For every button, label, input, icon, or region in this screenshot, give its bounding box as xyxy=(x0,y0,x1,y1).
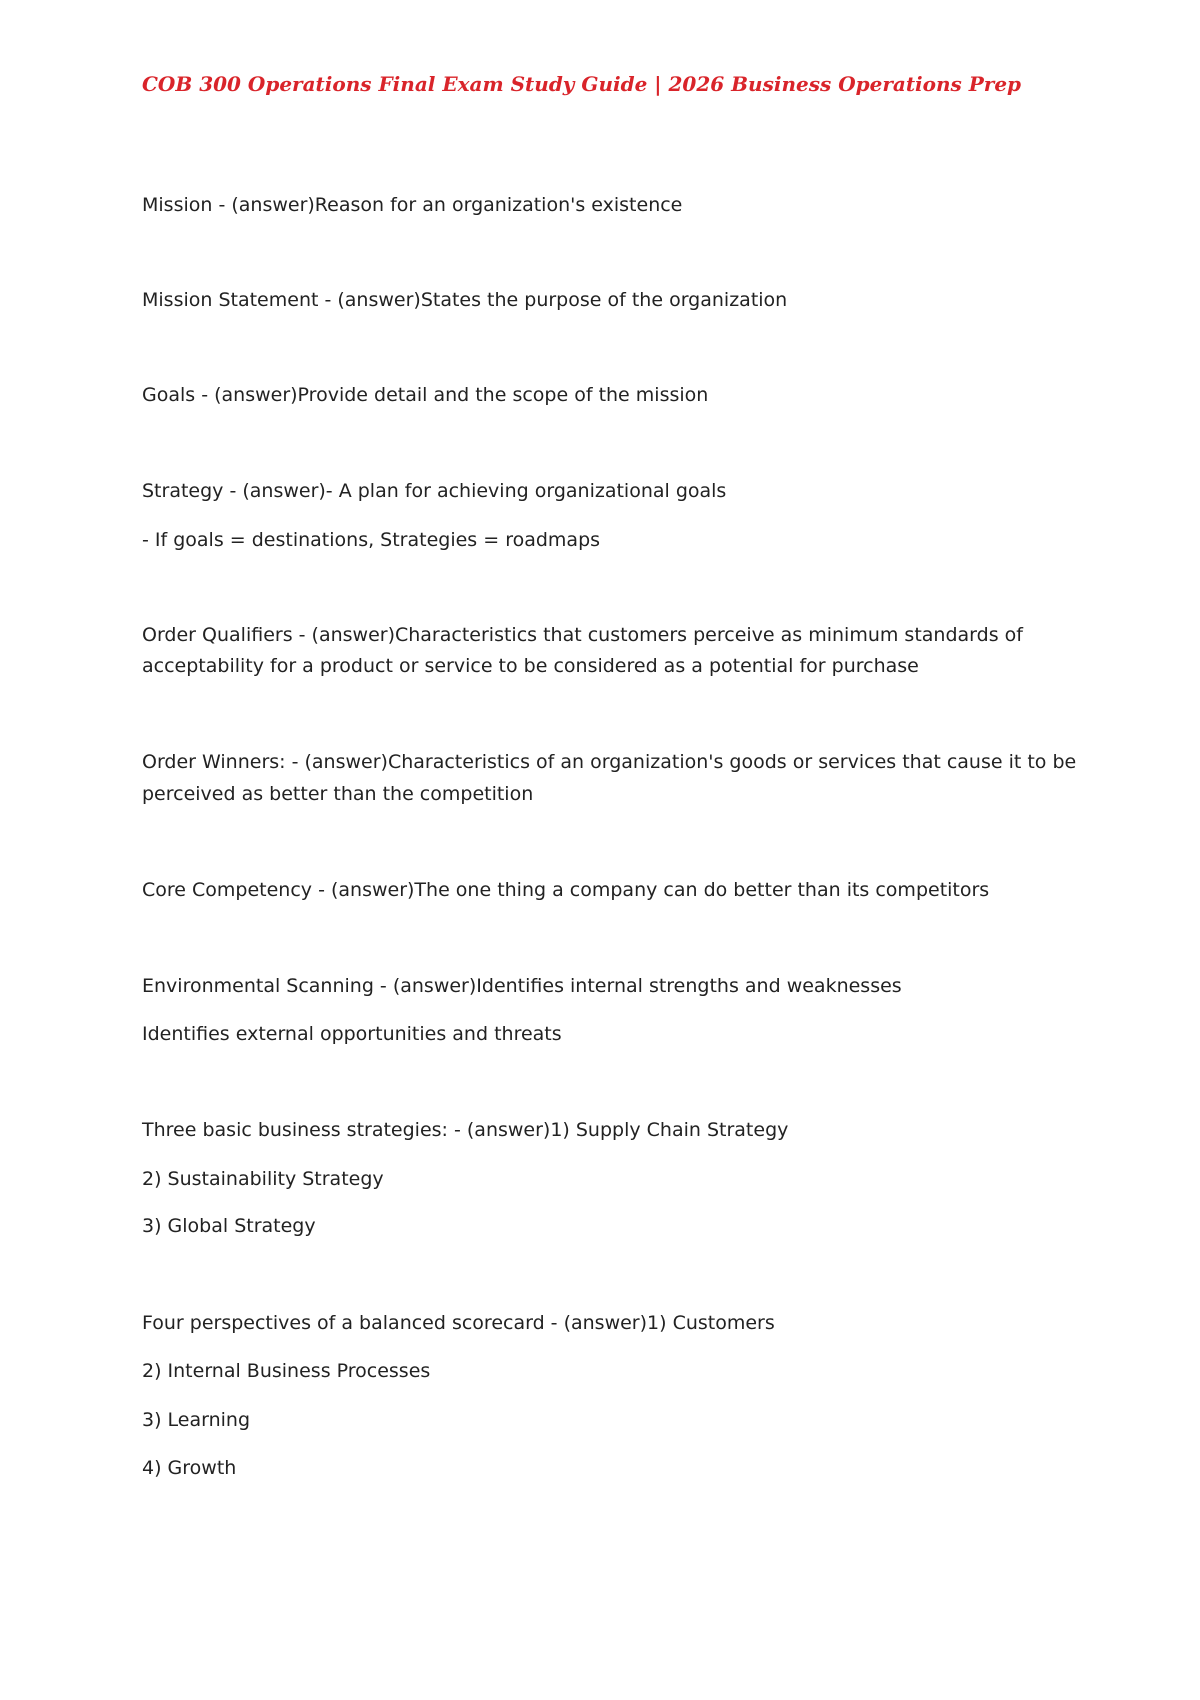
document-title: COB 300 Operations Final Exam Study Guide | 2026 Business Operations Prep xyxy=(142,72,1022,96)
entry-environmental-scanning-line-2: Identifies external opportunities and threats xyxy=(142,1023,562,1045)
entry-strategy: Strategy - (answer)- A plan for achieving organizational goals xyxy=(142,480,727,502)
entry-balanced-scorecard: Four perspectives of a balanced scorecard - (answer)1) Customers xyxy=(142,1312,775,1334)
entry-mission-statement: Mission Statement - (answer)States the purpose of the organization xyxy=(142,289,788,311)
entry-order-qualifiers-line-2: acceptability for a product or service to be considered as a potential for purchase xyxy=(142,655,919,677)
entry-business-strategies-item-2: 2) Sustainability Strategy xyxy=(142,1168,384,1190)
entry-goals: Goals - (answer)Provide detail and the scope of the mission xyxy=(142,384,709,406)
entry-order-winners-line-2: perceived as better than the competition xyxy=(142,783,534,805)
entry-order-qualifiers: Order Qualifiers - (answer)Characteristics that customers perceive as minimum standards of xyxy=(142,624,1023,646)
entry-balanced-scorecard-item-4: 4) Growth xyxy=(142,1457,237,1479)
entry-business-strategies-item-3: 3) Global Strategy xyxy=(142,1215,316,1237)
entry-balanced-scorecard-item-2: 2) Internal Business Processes xyxy=(142,1360,431,1382)
entry-order-winners: Order Winners: - (answer)Characteristics of an organization's goods or services that cause it to be xyxy=(142,751,1077,773)
entry-balanced-scorecard-item-3: 3) Learning xyxy=(142,1409,251,1431)
entry-environmental-scanning: Environmental Scanning - (answer)Identifies internal strengths and weaknesses xyxy=(142,975,902,997)
entry-business-strategies: Three basic business strategies: - (answer)1) Supply Chain Strategy xyxy=(142,1119,789,1141)
entry-mission: Mission - (answer)Reason for an organization's existence xyxy=(142,194,683,216)
entry-strategy-line-2: - If goals = destinations, Strategies = roadmaps xyxy=(142,529,601,551)
entry-core-competency: Core Competency - (answer)The one thing a company can do better than its competitors xyxy=(142,879,990,901)
